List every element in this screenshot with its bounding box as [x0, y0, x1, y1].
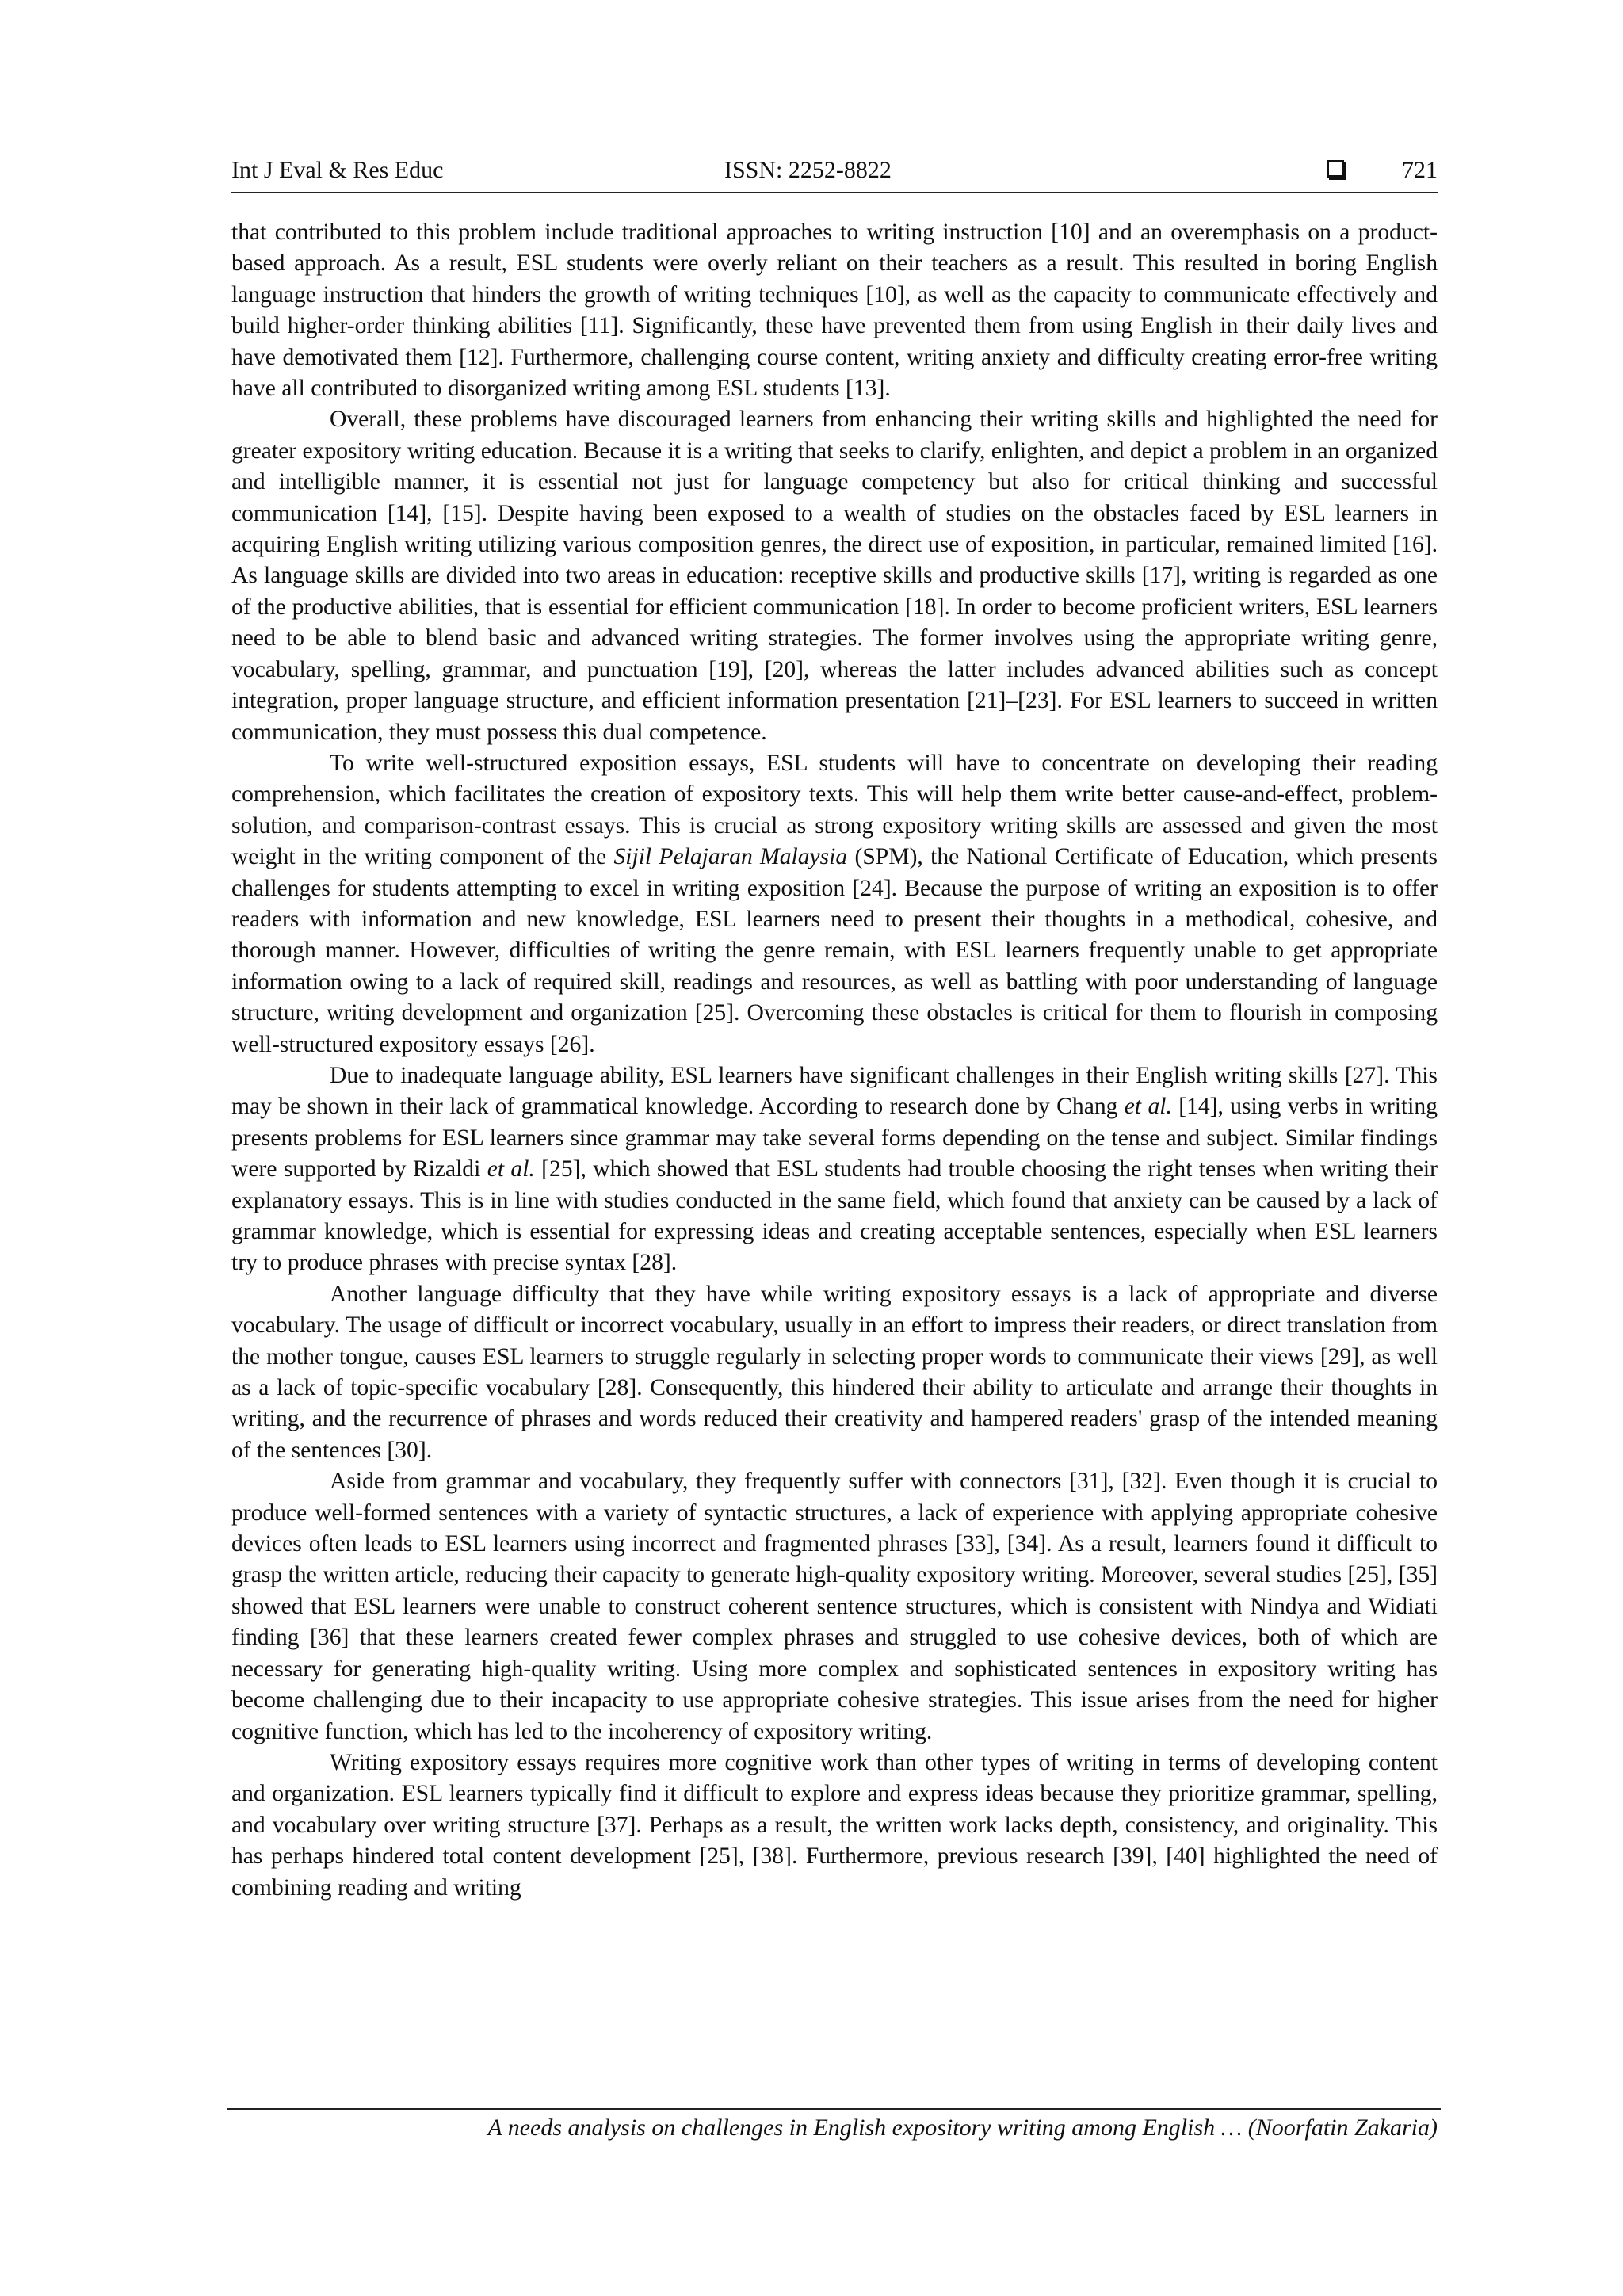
paragraph [231, 217, 1438, 404]
text-segment: that contributed to this problem include traditional approaches to writing instruction [10] and an overemphasis on a product-based approach. As a result, ESL students were overly reliant on their teachers as a result. This resulted in boring English language instruction that hinders the growth of writing techniques [10], as well as the capacity to communicate effectively and build higher-order thinking abilities [11]. Significantly, these have prevented them from using English in their daily lives and have demotivated them [12]. Furthermore, challenging course content, writing anxiety and difficulty creating error-free writing have all contributed to disorganized writing among ESL students [13]. [231, 220, 1438, 402]
journal-name: Int J Eval & Res Educ [231, 157, 444, 183]
text-segment: Overall, these problems have discouraged learners from enhancing their writing skills and highlighted the need for greater expository writing education. Because it is a writing that seeks to clarify, enlighten, and depict a problem in an organized and intelligible manner, it is essential not just for language competency but also for critical thinking and successful communication [14], [15]. Despite having been exposed to a wealth of studies on the obstacles faced by ESL learners in acquiring English writing utilizing various composition genres, the direct use of exposition, in particular, remained limited [16]. As language skills are divided into two areas in education: receptive skills and productive skills [17], writing is regarded as one of the productive abilities, that is essential for efficient communication [18]. In order to become proficient writers, ESL learners need to be able to blend basic and advanced writing strategies. The former involves using the appropriate writing genre, vocabulary, spelling, grammar, and punctuation [19], [20], whereas the latter includes advanced abilities such as concept integration, proper language structure, and efficient information presentation [21]–[23]. For ESL learners to succeed in written communication, they must possess this dual competence. [231, 407, 1438, 745]
paragraph [231, 404, 1438, 747]
text-segment: Another language difficulty that they have while writing expository essays is a lack of appropriate and diverse vocabulary. The usage of difficult or incorrect vocabulary, usually in an effort to impress their readers, or direct translation from the mother tongue, causes ESL learners to struggle regularly in selecting proper words to communicate their views [29], as well as a lack of topic-specific vocabulary [28]. Consequently, this hindered their ability to articulate and arrange their thoughts in writing, and the recurrence of phrases and words reduced their creativity and hampered readers' grasp of the intended meaning of the sentences [30]. [231, 1281, 1438, 1463]
paragraph [231, 1060, 1438, 1279]
paragraph [231, 1748, 1438, 1904]
running-footer: A needs analysis on challenges in English expository writing among English … (Noorfatin Zakaria) [487, 2115, 1438, 2141]
text-segment: Writing expository essays requires more cognitive work than other types of writing in terms of developing content and organization. ESL learners typically find it difficult to explore and express ideas because they prioritize grammar, spelling, and vocabulary over writing structure [37]. Perhaps as a result, the written work lacks depth, consistency, and originality. This has perhaps hindered total content development [25], [38]. Furthermore, previous research [39], [40] highlighted the need of combining reading and writing [231, 1749, 1438, 1901]
text-segment: To write well-structured exposition essays, ESL students will have to concentrate on developing their reading comprehension, which facilitates the creation of expository texts. This will help them write better cause-and-effect, problem-solution, and comparison-contrast essays. This is crucial as strong expository writing skills are assessed and given the most weight in the writing component of the [231, 750, 1438, 870]
text-segment: Aside from grammar and vocabulary, they frequently suffer with connectors [31], [32]. Even though it is crucial to produce well-formed sentences with a variety of syntactic structures, a lack of experience with applying appropriate cohesive devices often leads to ESL learners using incorrect and fragmented phrases [33], [34]. As a result, learners found it difficult to grasp the written article, reducing their capacity to generate high-quality expository writing. Moreover, several studies [25], [35] showed that ESL learners were unable to construct coherent sentence structures, which is consistent with Nindya and Widiati finding [36] that these learners created fewer complex phrases and struggled to use cohesive devices, both of which are necessary for generating high-quality writing. Using more complex and sophisticated sentences in expository writing has become challenging due to their incapacity to use appropriate cohesive strategies. This issue arises from the need for higher cognitive function, which has led to the incoherency of expository writing. [231, 1469, 1438, 1744]
italic-text: et al. [1124, 1094, 1172, 1120]
italic-text: et al. [487, 1156, 535, 1182]
paragraph [231, 1279, 1438, 1466]
text-segment: [25], which showed that ESL students had trouble choosing the right tenses when writing their explanatory essays. This is in line with studies conducted in the same field, which found that anxiety can be caused by a lack of grammar knowledge, which is essential for expressing ideas and creating acceptable sentences, especially when ESL learners try to produce phrases with precise syntax [28]. [231, 1156, 1438, 1276]
running-header [231, 155, 1438, 193]
issn-label: ISSN: 2252-8822 [724, 157, 892, 183]
text-segment: (SPM), the National Certificate of Education, which presents challenges for students attempting to excel in writing exposition [24]. Because the purpose of writing an exposition is to offer readers with information and new knowledge, ESL learners need to present their thoughts in a methodical, cohesive, and thorough manner. However, difficulties of writing the genre remain, with ESL learners frequently unable to get appropriate information owing to a lack of required skill, readings and resources, as well as battling with poor understanding of language structure, writing development and organization [25]. Overcoming these obstacles is critical for them to flourish in composing well-structured expository essays [26]. [231, 844, 1438, 1057]
paragraph [231, 748, 1438, 1060]
text-segment: [14], using verbs in writing presents problems for ESL learners since grammar may take several forms depending on the tense and subject. Similar findings were supported by Rizaldi [231, 1094, 1438, 1182]
article-body [231, 217, 1438, 1904]
italic-text: Sijil Pelajaran Malaysia [613, 844, 848, 870]
text-segment: Due to inadequate language ability, ESL learners have significant challenges in their English writing skills [27]. This may be shown in their lack of grammatical knowledge. According to research done by Chang [231, 1062, 1438, 1120]
footer-divider [227, 2108, 1441, 2110]
page-number: 721 [1402, 157, 1438, 183]
paragraph [231, 1466, 1438, 1748]
square-bullet-icon [1327, 160, 1344, 178]
